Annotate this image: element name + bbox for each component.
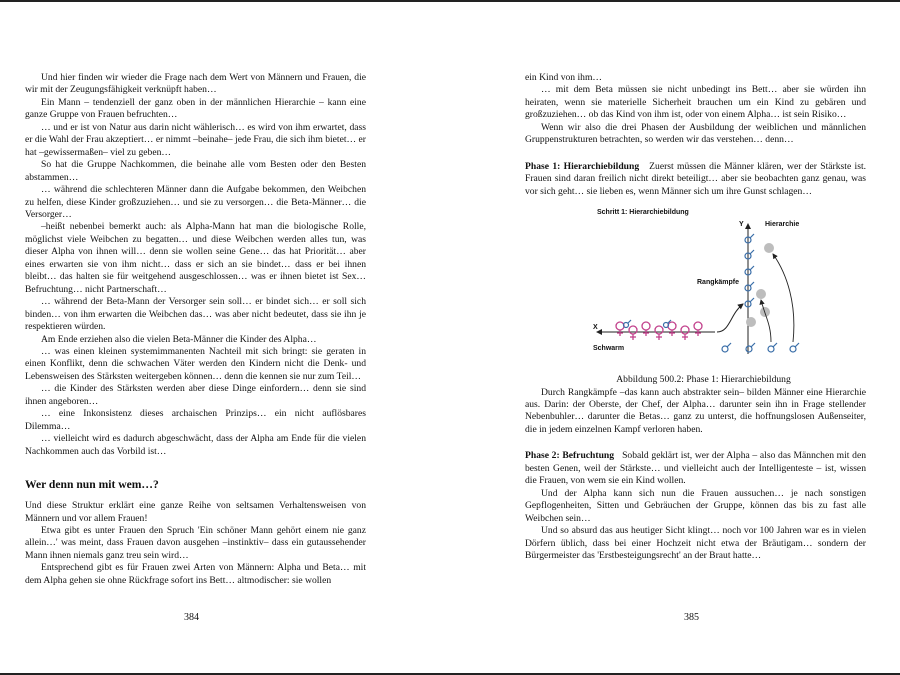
paragraph: Entsprechend gibt es für Frauen zwei Arten von Männern: Alpha und Beta… mit dem Alpha gehen sie ohne Rückfrage sofort ins Bett… altmodischer: sie wollen [25,562,366,586]
rank-circle [746,317,756,327]
female-icon [629,326,637,340]
paragraph: Wenn wir also die drei Phasen der Ausbildung der weiblichen und männlichen Gruppenstrukturen betrachten, so werden wir das verstehen… denn… [525,121,866,146]
paragraph: Und der Alpha kann sich nun die Frauen aussuchen… je nach sonstigen Gepflogenheiten, Sitten und Gebräuchen der Gruppe, können das bis zu fast alle Weibchen sein… [525,487,866,524]
female-icon [642,322,650,336]
y-axis-label: Y [739,221,744,229]
hierarchy-figure [525,204,866,374]
paragraph: So hat die Gruppe Nachkommen, die beinahe alle vom Besten oder den Besten abstammen… [25,159,366,183]
swarm-arrow [717,304,743,332]
paragraph: Am Ende erziehen also die vielen Beta-Männer die Kinder des Alpha… [41,333,317,345]
phase-2-text: Sobald geklärt ist, wer der Alpha – also das Männchen mit den besten Genen, weil der Stärkste… und vielleicht auch der Intelligenteste – ist, wissen die Frauen, von wem sie ein Kind wollen. [525,450,866,487]
rank-circle [764,243,774,253]
female-icon [668,322,676,336]
male-icon [745,282,754,291]
paragraph: Und hier finden wir wieder die Frage nach dem Wert von Männern und Frauen, die wir mit der Zeugungsfähigkeit verknüpft haben… [25,72,366,96]
section-heading: Wer denn nun mit wem…? [25,478,159,492]
male-icon [746,343,755,352]
phase-2-paragraph [525,450,866,487]
rise-arrows [761,254,794,342]
paragraph: … und er ist von Natur aus darin nicht wählerisch… es wird von ihm erwartet, dass er die Wahl der Frau akzeptiert… er nimmt –beinahe– jede Frau, die sich ihm bietet… er hat –gewissermaßen– viel zu geben… [25,121,366,158]
paragraph: … eine Inkonsistenz dieses archaischen Prinzips… ein nicht auflösbares Dilemma… [25,408,366,432]
male-icon [745,266,754,275]
paragraph: ein Kind von ihm… [525,72,603,83]
male-symbols-hierarchy [745,234,754,307]
paragraph: … während der Beta-Mann der Versorger sein soll… er bindet sich… er soll sich binden… von ihm erwarten die Weibchen das… was aber nicht bedeutet, dass sie ihn je respektieren würden. [25,296,366,333]
figure-caption: Abbildung 500.2: Phase 1: Hierarchiebildung [616,374,791,386]
schwarm-label: Schwarm [593,345,625,353]
phase-1-title: Phase 1: Hierarchiebildung [525,160,640,172]
male-icon [624,320,632,328]
male-icon [768,343,777,352]
hierarchy-diagram [525,204,866,374]
paragraph: Und diese Struktur erklärt eine ganze Reihe von seltsamen Verhaltensweisen von Männern und vor allem Frauen! [25,500,366,524]
male-icon [745,234,754,243]
figure-title: Schritt 1: Hierarchiebildung [597,209,689,217]
top-border [0,0,900,2]
left-page [25,72,366,587]
x-axis-label: X [593,324,598,332]
male-icon [790,343,799,352]
phase-1-paragraph [525,161,866,198]
paragraph: … die Kinder des Stärksten werden aber diese Dinge einfordern… denn sie sind ihnen angeboren… [25,383,366,407]
paragraph: –heißt nebenbei bemerkt auch: als Alpha-Mann hat man die biologische Rolle, möglichst viele Weibchen zu begatten… und diese Weibchen werden alles tun, was dieser Alpha von ihnen will… denn sie wollen seine Gene… das hat Priorität… aber eines erwarten sie von ihm nicht… dass er sich an sie bindet… dass er bei ihnen bleibt… das halten sie für weitgehend ausgeschlossen… was er ihnen bietet ist Sex… Befruchtung… nicht Partnerschaft… [25,221,366,295]
female-icon [655,326,663,340]
male-icon [722,343,731,352]
paragraph: Ein Mann – tendenziell der ganz oben in der männlichen Hierarchie – kann eine ganze Gruppe von Frauen befruchten… [25,96,366,121]
male-icon [664,320,672,328]
rangkaempfe-label: Rangkämpfe [697,279,740,287]
rank-circle [756,289,766,299]
phase-1-text: Zuerst müssen die Männer klären, wer der Stärkste ist. Frauen sind daran freilich nicht direkt beteiligt… aber sie beobachten ganz genau, was vor sich geht… sie lieben es, wenn Männer sich um ihre Gunst schlagen… [525,160,867,197]
paragraph: … was einen kleinen systemimmanenten Nachteil mit sich bringt: sie geraten in einen Konflikt, denn die schwachen Väter werden den Kindern nicht die Denk- und Lebensweisen des Stärksten weitergeben können… denn die kennen sie nur zum Teil… [25,345,366,382]
right-page [525,72,866,562]
phase-2-title: Phase 2: Befruchtung [525,450,615,462]
male-icon [745,250,754,259]
female-icon [616,322,624,336]
male-icon [745,298,754,307]
paragraph: Und so absurd das aus heutiger Sicht klingt… noch vor 100 Jahren war es in vielen Dörfern üblich, dass bei einer Hochzeit nicht etwa der Bräutigam… sondern der Bürgermeister das 'Erstbesteigungsrecht' an der Braut hatte… [525,525,866,561]
paragraph: … vielleicht wird es dadurch abgeschwächt, dass der Alpha am Ende für die vielen Nachkommen auch das Vorbild ist… [25,433,366,457]
paragraph: … während die schlechteren Männer dann die Aufgabe bekommen, den Weibchen zu helfen, diese Kinder großzuziehen… und sie zu versorgen… die Beta-Männer… die Versorger… [25,184,366,220]
paragraph: … mit dem Beta müssen sie nicht unbedingt ins Bett… aber sie würden ihn heiraten, wenn sie materielle Sicherheit brauchen um ein Kind zu gebären und großzuziehen… ob das Kind von ihm ist, oder von einem Alpha… ist sein Risiko… [525,84,866,121]
paragraph: Etwa gibt es unter Frauen den Spruch 'Ein schöner Mann gehört einem nie ganz allein…' was meint, dass Frauen davon ausgehen –instinktiv– dass ein gutaussehender Mann ihnen niemals ganz treu sein wird… [25,524,366,561]
page-number-left: 384 [184,612,199,623]
hierarchie-label: Hierarchie [765,221,800,229]
paragraph: Durch Rangkämpfe –das kann auch abstrakter sein– bilden Männer eine Hierarchie aus. Darin: der Oberste, der Chef, der Alpha… darunter sein ihn in Frage stellender Nebenbuhler… darunter die Betas… ganz zu unterst, die hoffnungslosen Außenseiter, die in jedem einzelnen Kampf verloren haben. [525,386,866,435]
male-symbols-bottom [722,343,799,352]
page-number-right: 385 [684,612,699,623]
female-icon [681,326,689,340]
female-icon [694,322,702,336]
